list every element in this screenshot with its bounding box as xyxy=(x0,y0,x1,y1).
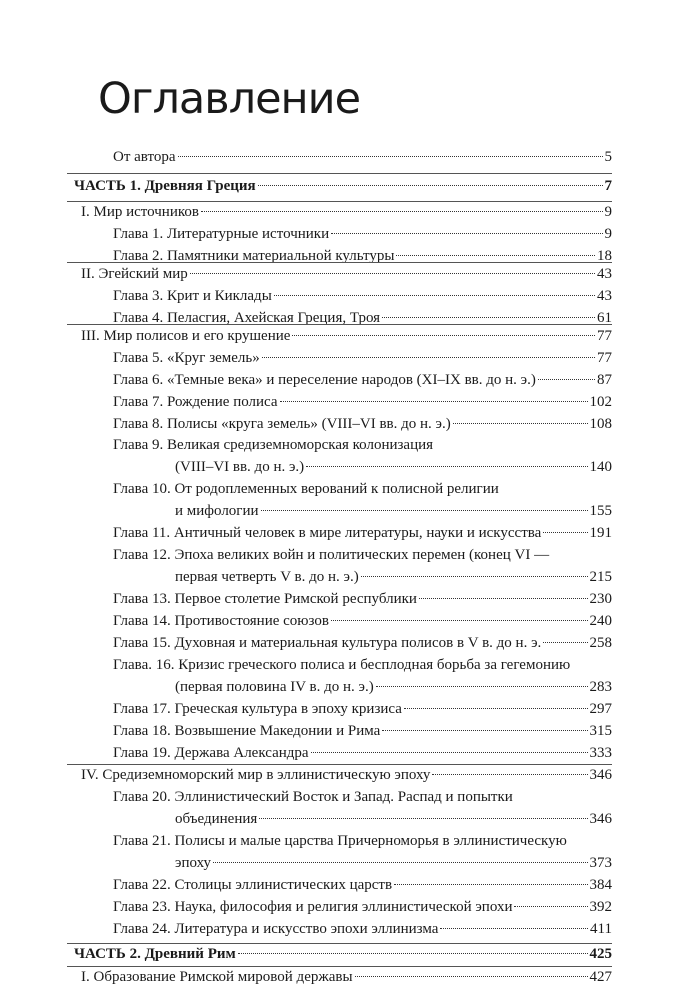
entry-label: (первая половина IV в. до н. э.) xyxy=(175,679,374,695)
page-number: 61 xyxy=(597,310,612,326)
dot-leader xyxy=(259,818,587,819)
page-number: 77 xyxy=(597,328,612,344)
toc-chapter-8[interactable] xyxy=(113,413,612,435)
toc-chapter-12-title: Глава 12. Эпоха великих войн и политических перемен (конец VI — xyxy=(113,547,550,563)
entry-label: Глава 14. Противостояние союзов xyxy=(113,613,329,629)
dot-leader xyxy=(274,295,595,296)
entry-label: Глава 7. Рождение полиса xyxy=(113,394,278,410)
toc-chapter-16-title: Глава. 16. Кризис греческого полиса и бесплодная борьба за гегемонию xyxy=(113,657,571,673)
dot-leader xyxy=(543,532,587,533)
toc-chapter-10-title: Глава 10. От родоплеменных верований к полисной религии xyxy=(113,481,499,497)
dot-leader xyxy=(376,686,588,687)
entry-label: Глава 24. Литература и искусство эпохи эллинизма xyxy=(113,921,439,937)
dot-leader xyxy=(361,576,588,577)
toc-chapter-13[interactable] xyxy=(113,588,612,610)
toc-chapter-9-title: Глава 9. Великая средиземноморская колонизация xyxy=(113,437,434,453)
toc-part-2[interactable] xyxy=(74,943,612,965)
entry-label: Глава 4. Пеласгия, Ахейская Греция, Троя xyxy=(113,310,381,326)
entry-label: первая четверть V в. до н. э.) xyxy=(175,569,359,585)
toc-chapter-3[interactable] xyxy=(113,285,612,307)
entry-label: I. Мир источников xyxy=(81,204,199,220)
dot-leader xyxy=(306,466,587,467)
page-number: 108 xyxy=(589,416,612,432)
page-number: 230 xyxy=(589,591,612,607)
entry-label: IV. Средиземноморский мир в эллинистическую эпоху xyxy=(81,767,431,783)
entry-label: Глава 5. «Круг земель» xyxy=(113,350,260,366)
toc-chapter-22[interactable] xyxy=(113,874,612,896)
entry-label: (VIII–VI вв. до н. э.) xyxy=(175,459,305,475)
toc-section-3[interactable] xyxy=(81,325,612,347)
toc-entry-preface[interactable] xyxy=(113,146,612,168)
toc-section-2[interactable] xyxy=(81,263,612,285)
entry-label: объединения xyxy=(175,811,258,827)
toc-chapter-15[interactable] xyxy=(113,632,612,654)
page-number: 102 xyxy=(589,394,612,410)
toc-chapter-9[interactable] xyxy=(175,456,612,478)
page-title: Оглавление xyxy=(98,74,361,124)
page-number: 240 xyxy=(589,613,612,629)
toc-section-4[interactable] xyxy=(81,764,612,786)
page-number: 7 xyxy=(604,178,612,194)
dot-leader xyxy=(394,884,587,885)
dot-leader xyxy=(201,211,603,212)
page-number: 155 xyxy=(589,503,612,519)
entry-label: Глава 8. Полисы «круга земель» (VIII–VI вв. до н. э.) xyxy=(113,416,451,432)
page-number: 18 xyxy=(597,248,612,264)
toc-chapter-5[interactable] xyxy=(113,347,612,369)
page-number: 392 xyxy=(589,899,612,915)
toc-chapter-14[interactable] xyxy=(113,610,612,632)
toc-chapter-19[interactable] xyxy=(113,742,612,764)
dot-leader xyxy=(538,379,595,380)
toc-chapter-18[interactable] xyxy=(113,720,612,742)
entry-label: Глава 18. Возвышение Македонии и Рима xyxy=(113,723,381,739)
toc-section-1[interactable] xyxy=(81,201,612,223)
page-number: 411 xyxy=(590,921,612,937)
dot-leader xyxy=(190,273,595,274)
toc-chapter-20[interactable] xyxy=(175,808,612,830)
dot-leader xyxy=(382,317,595,318)
entry-label: Глава 11. Античный человек в мире литературы, науки и искусства xyxy=(113,525,542,541)
toc-chapter-10[interactable] xyxy=(175,500,612,522)
dot-leader xyxy=(440,928,588,929)
dot-leader xyxy=(543,642,587,643)
page-number: 43 xyxy=(597,288,612,304)
entry-label: Глава 13. Первое столетие Римской республики xyxy=(113,591,417,607)
entry-label: Глава 23. Наука, философия и религия эллинистической эпохи xyxy=(113,899,513,915)
entry-label: Глава 19. Держава Александра xyxy=(113,745,309,761)
entry-label: Глава 2. Памятники материальной культуры xyxy=(113,248,395,264)
page-number: 384 xyxy=(589,877,612,893)
divider xyxy=(67,173,612,174)
dot-leader xyxy=(213,862,587,863)
dot-leader xyxy=(238,953,588,954)
dot-leader xyxy=(453,423,588,424)
page-number: 9 xyxy=(604,204,612,220)
toc-chapter-16[interactable] xyxy=(175,676,612,698)
page-number: 427 xyxy=(589,969,612,985)
toc-chapter-7[interactable] xyxy=(113,391,612,413)
dot-leader xyxy=(311,752,588,753)
page-number: 258 xyxy=(589,635,612,651)
entry-label: эпоху xyxy=(175,855,212,871)
entry-label: Глава 6. «Темные века» и переселение народов (XI–IX вв. до н. э.) xyxy=(113,372,536,388)
toc-chapter-20-title: Глава 20. Эллинистический Восток и Запад. Распад и попытки xyxy=(113,789,513,805)
dot-leader xyxy=(178,156,603,157)
dot-leader xyxy=(331,620,588,621)
entry-label: Глава 22. Столицы эллинистических царств xyxy=(113,877,393,893)
dot-leader xyxy=(382,730,587,731)
dot-leader xyxy=(355,976,588,977)
page-number: 373 xyxy=(589,855,612,871)
page-number: 333 xyxy=(589,745,612,761)
toc-part2-section-1[interactable] xyxy=(81,966,612,988)
toc-chapter-24[interactable] xyxy=(113,918,612,940)
dot-leader xyxy=(514,906,587,907)
page-number: 315 xyxy=(589,723,612,739)
page-number: 140 xyxy=(589,459,612,475)
page-number: 191 xyxy=(589,525,612,541)
toc-chapter-11[interactable] xyxy=(113,522,612,544)
page-number: 297 xyxy=(589,701,612,717)
entry-label: II. Эгейский мир xyxy=(81,266,188,282)
dot-leader xyxy=(258,185,603,186)
entry-label: Глава 1. Литературные источники xyxy=(113,226,330,242)
dot-leader xyxy=(331,233,602,234)
page-number: 346 xyxy=(589,767,612,783)
page-number: 77 xyxy=(597,350,612,366)
toc-chapter-17[interactable] xyxy=(113,698,612,720)
page-number: 283 xyxy=(589,679,612,695)
page-number: 425 xyxy=(589,946,612,962)
entry-label: Глава 17. Греческая культура в эпоху кризиса xyxy=(113,701,402,717)
entry-label: Глава 15. Духовная и материальная культура полисов в V в. до н. э. xyxy=(113,635,542,651)
entry-label: III. Мир полисов и его крушение xyxy=(81,328,291,344)
toc-chapter-21-title: Глава 21. Полисы и малые царства Причерноморья в эллинистическую xyxy=(113,833,567,849)
entry-label: ЧАСТЬ 1. Древняя Греция xyxy=(74,178,256,194)
page-number: 9 xyxy=(604,226,612,242)
dot-leader xyxy=(419,598,588,599)
page-number: 5 xyxy=(604,149,612,165)
toc-chapter-21[interactable] xyxy=(175,852,612,874)
dot-leader xyxy=(396,255,595,256)
page-number: 215 xyxy=(589,569,612,585)
entry-label: ЧАСТЬ 2. Древний Рим xyxy=(74,946,236,962)
entry-label: Глава 3. Крит и Киклады xyxy=(113,288,272,304)
page-number: 87 xyxy=(597,372,612,388)
page-number: 346 xyxy=(589,811,612,827)
entry-label: и мифологии xyxy=(175,503,259,519)
entry-label: I. Образование Римской мировой державы xyxy=(81,969,353,985)
toc-chapter-1[interactable] xyxy=(113,223,612,245)
entry-label: От автора xyxy=(113,149,176,165)
toc-chapter-23[interactable] xyxy=(113,896,612,918)
dot-leader xyxy=(404,708,588,709)
dot-leader xyxy=(261,510,588,511)
dot-leader xyxy=(432,774,587,775)
dot-leader xyxy=(280,401,588,402)
dot-leader xyxy=(262,357,595,358)
page-number: 43 xyxy=(597,266,612,282)
toc-chapter-6[interactable] xyxy=(113,369,612,391)
toc-part-1[interactable] xyxy=(74,175,612,197)
dot-leader xyxy=(292,335,595,336)
toc-chapter-12[interactable] xyxy=(175,566,612,588)
